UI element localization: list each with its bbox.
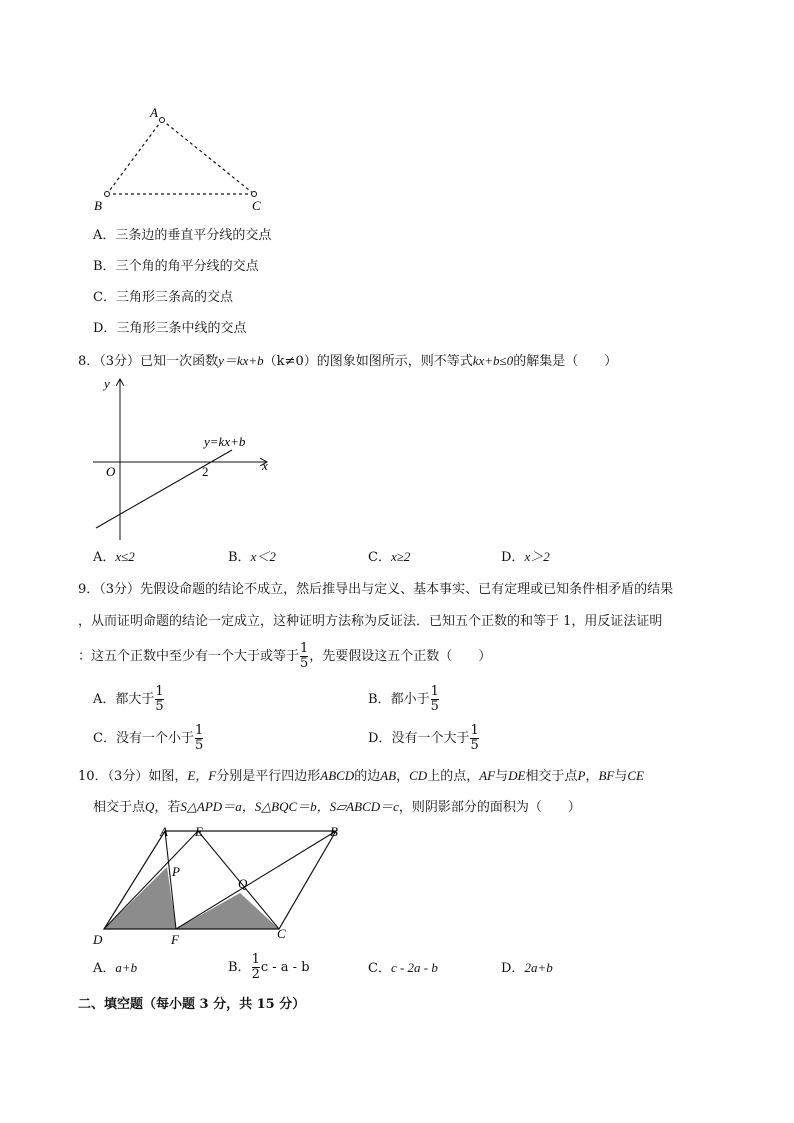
label-a: A [160, 824, 168, 839]
shaded-triangle-dpf [104, 867, 176, 929]
label-d: D [93, 932, 103, 947]
label-q: Q [238, 876, 248, 891]
q8-option-c[interactable]: C．x≥2 [368, 549, 411, 565]
q8-function-graph [88, 372, 278, 544]
label-b: B [94, 198, 102, 213]
label-p: P [172, 864, 180, 879]
line-label: y=kx+b [204, 434, 246, 449]
vertex-a [160, 118, 165, 123]
q8-option-b[interactable]: B．x＜2 [228, 549, 276, 565]
q10-stem-line2: 相交于点Q，若S△APD＝a，S△BQC＝b，S▱ABCD＝c，则阴影部分的面积为（ ） [93, 799, 581, 815]
q7-option-c[interactable]: C．三角形三条高的交点 [93, 290, 233, 305]
q8-option-a[interactable]: A．x≤2 [93, 549, 135, 565]
q8-stem: 8．（3分）已知一次函数y＝kx+b（k≠0）的图象如图所示，则不等式kx+b≤0的解集是（ ） [78, 353, 618, 369]
label-b: B [330, 824, 338, 839]
q9-stem-line2: ，从而证明命题的结论一定成立，这种证明方法称为反证法．已知五个正数的和等于 1，用反证法证明 [78, 614, 663, 629]
label-c: C [277, 926, 286, 941]
origin-label: O [106, 464, 116, 479]
q9-option-b[interactable]: B．都小于 $\frac{1}{5}$ [368, 684, 439, 714]
q7-option-a[interactable]: A．三条边的垂直平分线的交点 [93, 228, 272, 243]
q7-option-b[interactable]: B．三个角的角平分线的交点 [93, 259, 259, 274]
y-axis-label: y [104, 376, 110, 391]
label-e: E [195, 824, 203, 839]
fraction-one-fifth: $\frac{1}{5}$ [300, 641, 309, 671]
q10-parallelogram-figure [88, 822, 348, 950]
q10-option-b[interactable]: B． $\frac{1}{2}$ c - a - b [228, 952, 310, 982]
q10-option-a[interactable]: A．a+b [93, 960, 138, 976]
q9-stem-line3: ：这五个正数中至少有一个大于或等于 $\frac{1}{5}$ ，先要假设这五个正数（ ） [78, 641, 492, 671]
side-ac [162, 120, 254, 194]
side-ab [107, 120, 162, 194]
label-c: C [252, 198, 261, 213]
vertex-c [252, 192, 257, 197]
q9-option-c[interactable]: C．没有一个小于 $\frac{1}{5}$ [93, 723, 204, 753]
q9-stem-line1: 9．（3分）先假设命题的结论不成立，然后推导出与定义、基本事实、已有定理或已知条件相矛盾的结果 [78, 582, 674, 597]
label-a: A [150, 105, 158, 120]
q7-triangle-figure [88, 100, 278, 215]
q8-option-d[interactable]: D．x＞2 [501, 549, 550, 565]
vertex-b [105, 192, 110, 197]
tick-label-2: 2 [202, 464, 209, 479]
section-fill-in-heading: 二、填空题（每小题 3 分，共 15 分） [78, 997, 306, 1012]
q7-option-d[interactable]: D．三角形三条中线的交点 [93, 321, 247, 336]
q10-stem-line1: 10．（3分）如图，E，F分别是平行四边形ABCD的边AB，CD上的点，AF与DE相交于点P，BF与CE [78, 768, 644, 784]
q10-option-d[interactable]: D．2a+b [501, 960, 553, 976]
x-axis-label: x [262, 458, 268, 473]
q10-option-c[interactable]: C．c - 2a - b [368, 960, 438, 976]
label-f: F [171, 932, 179, 947]
q9-option-d[interactable]: D．没有一个大于 $\frac{1}{5}$ [368, 723, 479, 753]
q9-option-a[interactable]: A．都大于 $\frac{1}{5}$ [93, 684, 164, 714]
